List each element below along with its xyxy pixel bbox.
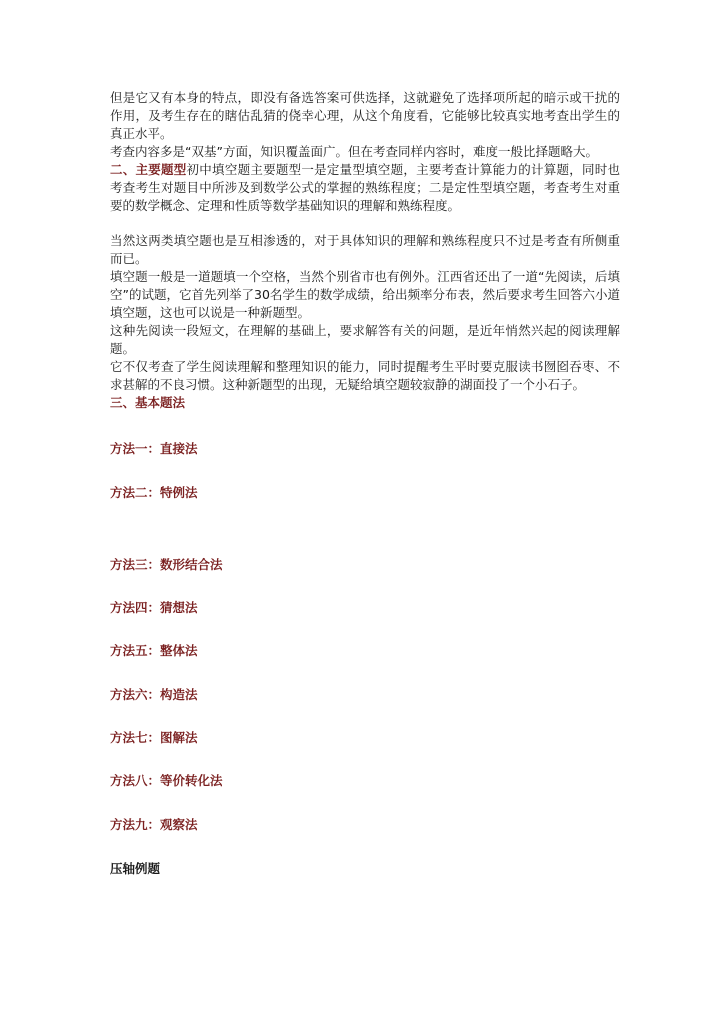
paragraph-one-blank: 填空题一般是一道题填一个空格，当然个别省市也有例外。江西省还出了一道“先阅读，后填空”的试题，它首先列举了30名学生的数学成绩，给出频率分布表，然后要求考生回答六小道填空题，这也可以说是一种新题型。 [110, 269, 620, 320]
paragraph-reading: 这种先阅读一段短文，在理解的基础上，要求解答有关的问题，是近年悄然兴起的阅读理解题。 [110, 323, 620, 356]
spacer [110, 215, 620, 232]
section-heading-main-types: 二、主要题型 [110, 162, 187, 177]
final-heading-examples: 压轴例题 [110, 861, 161, 876]
paragraph-content-scope: 考查内容多是“双基”方面，知识覆盖面广。但在考查同样内容时，难度一般比择题略大。 [110, 144, 598, 159]
document-body [110, 89, 620, 412]
method-heading-1: 方法一：直接法 [110, 441, 198, 456]
method-heading-9: 方法九：观察法 [110, 817, 198, 832]
method-heading-7: 方法七：图解法 [110, 730, 198, 745]
method-heading-2: 方法二：特例法 [110, 485, 198, 500]
section-main-types-text: 初中填空题主要题型一是定量型填空题，主要考查计算能力的计算题，同时也考查考生对题目中所涉及到数学公式的掌握的熟练程度；二是定性型填空题，考查考生对重要的数学概念、定理和性质等数学基础知识的理解和熟练程度。 [110, 162, 620, 213]
section-main-types [110, 161, 620, 215]
paragraph-mutual: 当然这两类填空题也是互相渗透的，对于具体知识的理解和熟练程度只不过是考查有所侧重而已。 [110, 233, 620, 266]
paragraph-significance: 它不仅考查了学生阅读理解和整理知识的能力，同时提醒考生平时要克服读书囫囵吞枣、不求甚解的不良习惯。这种新题型的出现，无疑给填空题较寂静的湖面投了一个小石子。 [110, 359, 620, 392]
method-heading-6: 方法六：构造法 [110, 687, 198, 702]
section-heading-basic-methods: 三、基本题法 [110, 395, 186, 410]
method-heading-8: 方法八：等价转化法 [110, 773, 223, 788]
paragraph-features: 但是它又有本身的特点，即没有备选答案可供选择，这就避免了选择项所起的暗示或干扰的作用，及考生存在的瞎估乱猜的侥幸心理，从这个角度看，它能够比较真实地考查出学生的真正水平。 [110, 90, 620, 141]
method-heading-4: 方法四：猜想法 [110, 600, 198, 615]
method-heading-3: 方法三：数形结合法 [110, 557, 223, 572]
method-heading-5: 方法五：整体法 [110, 643, 198, 658]
